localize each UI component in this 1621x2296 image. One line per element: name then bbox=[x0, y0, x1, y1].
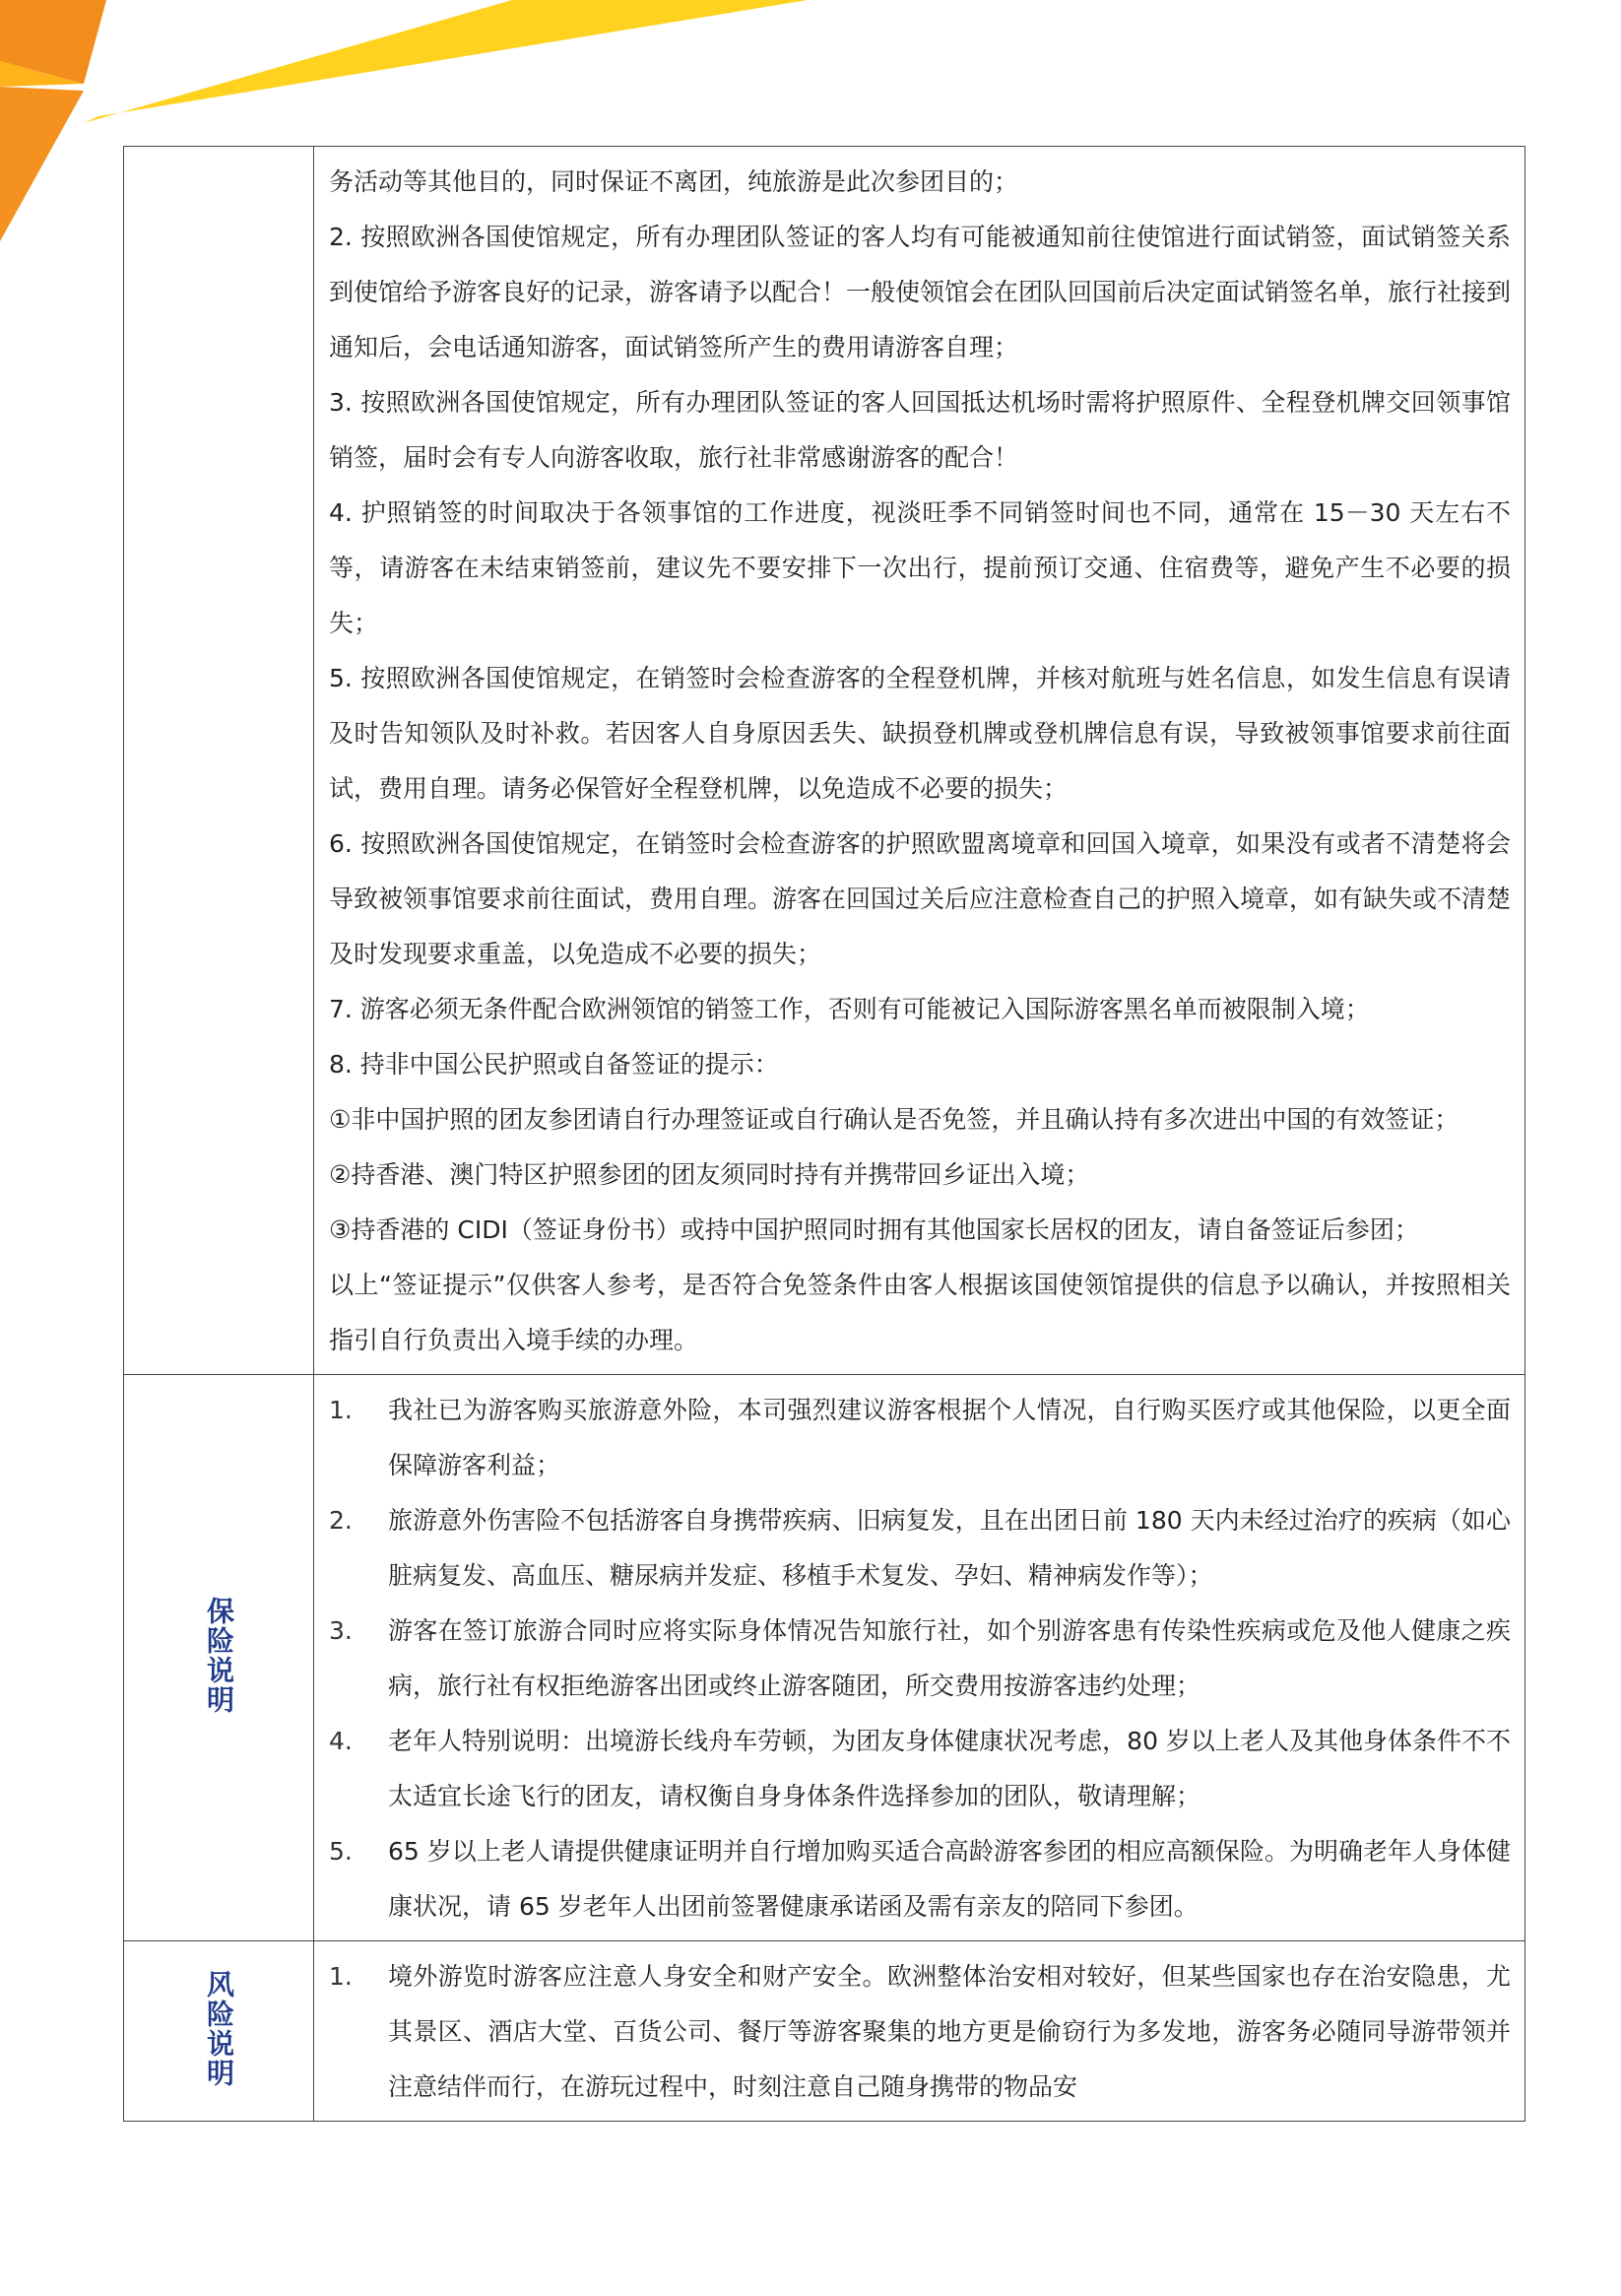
visa-paragraph: 7. 游客必须无条件配合欧洲领馆的销签工作，否则有可能被记入国际游客黑名单而被限制入境； bbox=[329, 995, 1370, 1023]
deco-orange-wedge bbox=[0, 87, 84, 241]
item-number: 5. bbox=[329, 1837, 353, 1866]
visa-paragraph: 3. 按照欧洲各国使馆规定，所有办理团队签证的客人回国抵达机场时需将护照原件、全程登机牌交回领事馆销签，届时会有专人向游客收取，旅行社非常感谢游客的配合！ bbox=[329, 388, 1511, 472]
item-text: 游客在签订旅游合同时应将实际身体情况告知旅行社，如个别游客患有传染性疾病或危及他人健康之疾病，旅行社有权拒绝游客出团或终止游客随团，所交费用按游客违约处理； bbox=[388, 1616, 1511, 1700]
item-number: 3. bbox=[329, 1616, 353, 1645]
risk-row bbox=[124, 1941, 1525, 2122]
visa-paragraph: ①非中国护照的团友参团请自行办理签证或自行确认是否免签，并且确认持有多次进出中国的有效签证； bbox=[329, 1105, 1459, 1134]
insurance-label: 保险说明 bbox=[203, 1597, 235, 1715]
visa-paragraph: 2. 按照欧洲各国使馆规定，所有办理团队签证的客人均有可能被通知前往使馆进行面试销签，面试销签关系到使馆给予游客良好的记录，游客请予以配合！一般使领馆会在团队回国前后决定面试销签名单，旅行社接到通知后，会电话通知游客，面试销签所产生的费用请游客自理； bbox=[329, 223, 1512, 361]
item-text: 老年人特别说明：出境游长线舟车劳顿，为团友身体健康状况考虑，80 岁以上老人及其他身体条件不不太适宜长途飞行的团友，请权衡自身身体条件选择参加的团队，敬请理解； bbox=[388, 1727, 1511, 1810]
visa-notes-label-cell bbox=[124, 147, 314, 1375]
visa-paragraph: 6. 按照欧洲各国使馆规定，在销签时会检查游客的护照欧盟离境章和回国入境章，如果没有或者不清楚将会导致被领事馆要求前往面试，费用自理。游客在回国过关后应注意检查自己的护照入境章，如有缺失或不清楚及时发现要求重盖，以免造成不必要的损失； bbox=[329, 829, 1512, 968]
insurance-item bbox=[329, 1604, 1511, 1714]
visa-notes-content bbox=[314, 147, 1525, 1375]
visa-paragraph: 以上“签证提示”仅供客人参考，是否符合免签条件由客人根据该国使领馆提供的信息予以确认，并按照相关指引自行负责出入境手续的办理。 bbox=[329, 1271, 1511, 1354]
item-text: 65 岁以上老人请提供健康证明并自行增加购买适合高龄游客参团的相应高额保险。为明确老年人身体健康状况，请 65 岁老年人出团前签署健康承诺函及需有亲友的陪同下参团。 bbox=[388, 1837, 1511, 1921]
risk-item bbox=[329, 1949, 1511, 2115]
visa-paragraph: 8. 持非中国公民护照或自备签证的提示： bbox=[329, 1050, 779, 1079]
visa-paragraph: 务活动等其他目的，同时保证不离团，纯旅游是此次参团目的； bbox=[329, 167, 1019, 196]
insurance-item bbox=[329, 1714, 1511, 1824]
item-number: 1. bbox=[329, 1396, 353, 1424]
visa-paragraph: ②持香港、澳门特区护照参团的团友须同时持有并携带回乡证出入境； bbox=[329, 1160, 1090, 1189]
visa-paragraph: ③持香港的 CIDI（签证身份书）或持中国护照同时拥有其他国家长居权的团友，请自备签证后参团； bbox=[329, 1215, 1419, 1244]
insurance-content bbox=[314, 1375, 1525, 1941]
item-number: 1. bbox=[329, 1962, 353, 1991]
insurance-row bbox=[124, 1375, 1525, 1941]
item-number: 2. bbox=[329, 1506, 353, 1535]
risk-label: 风险说明 bbox=[203, 1970, 235, 2088]
item-text: 境外游览时游客应注意人身安全和财产安全。欧洲整体治安相对较好，但某些国家也存在治安隐患，尤其景区、酒店大堂、百货公司、餐厅等游客聚集的地方更是偷窃行为多发地，游客务必随同导游带领并注意结伴而行，在游玩过程中，时刻注意自己随身携带的物品安 bbox=[388, 1962, 1511, 2101]
visa-paragraph: 5. 按照欧洲各国使馆规定，在销签时会检查游客的全程登机牌，并核对航班与姓名信息，如发生信息有误请及时告知领队及时补救。若因客人自身原因丢失、缺损登机牌或登机牌信息有误，导致被领事馆要求前往面试，费用自理。请务必保管好全程登机牌，以免造成不必要的损失； bbox=[329, 664, 1511, 803]
item-number: 4. bbox=[329, 1727, 353, 1755]
insurance-item bbox=[329, 1824, 1511, 1935]
visa-paragraph: 4. 护照销签的时间取决于各领事馆的工作进度，视淡旺季不同销签时间也不同，通常在 15－30 天左右不等，请游客在未结束销签前，建议先不要安排下一次出行，提前预订交通、住宿费等，避免产生不必要的损失； bbox=[329, 498, 1511, 637]
risk-label-cell bbox=[124, 1941, 314, 2122]
risk-content bbox=[314, 1941, 1525, 2122]
deco-yellow-stripe bbox=[84, 0, 808, 123]
insurance-item bbox=[329, 1493, 1511, 1604]
insurance-label-cell bbox=[124, 1375, 314, 1941]
item-text: 旅游意外伤害险不包括游客自身携带疾病、旧病复发，且在出团日前 180 天内未经过治疗的疾病（如心脏病复发、高血压、糖尿病并发症、移植手术复发、孕妇、精神病发作等）； bbox=[388, 1506, 1511, 1590]
visa-notes-row bbox=[124, 147, 1525, 1375]
info-table bbox=[123, 146, 1525, 2122]
insurance-item bbox=[329, 1383, 1511, 1493]
item-text: 我社已为游客购买旅游意外险，本司强烈建议游客根据个人情况，自行购买医疗或其他保险，以更全面保障游客利益； bbox=[388, 1396, 1511, 1479]
